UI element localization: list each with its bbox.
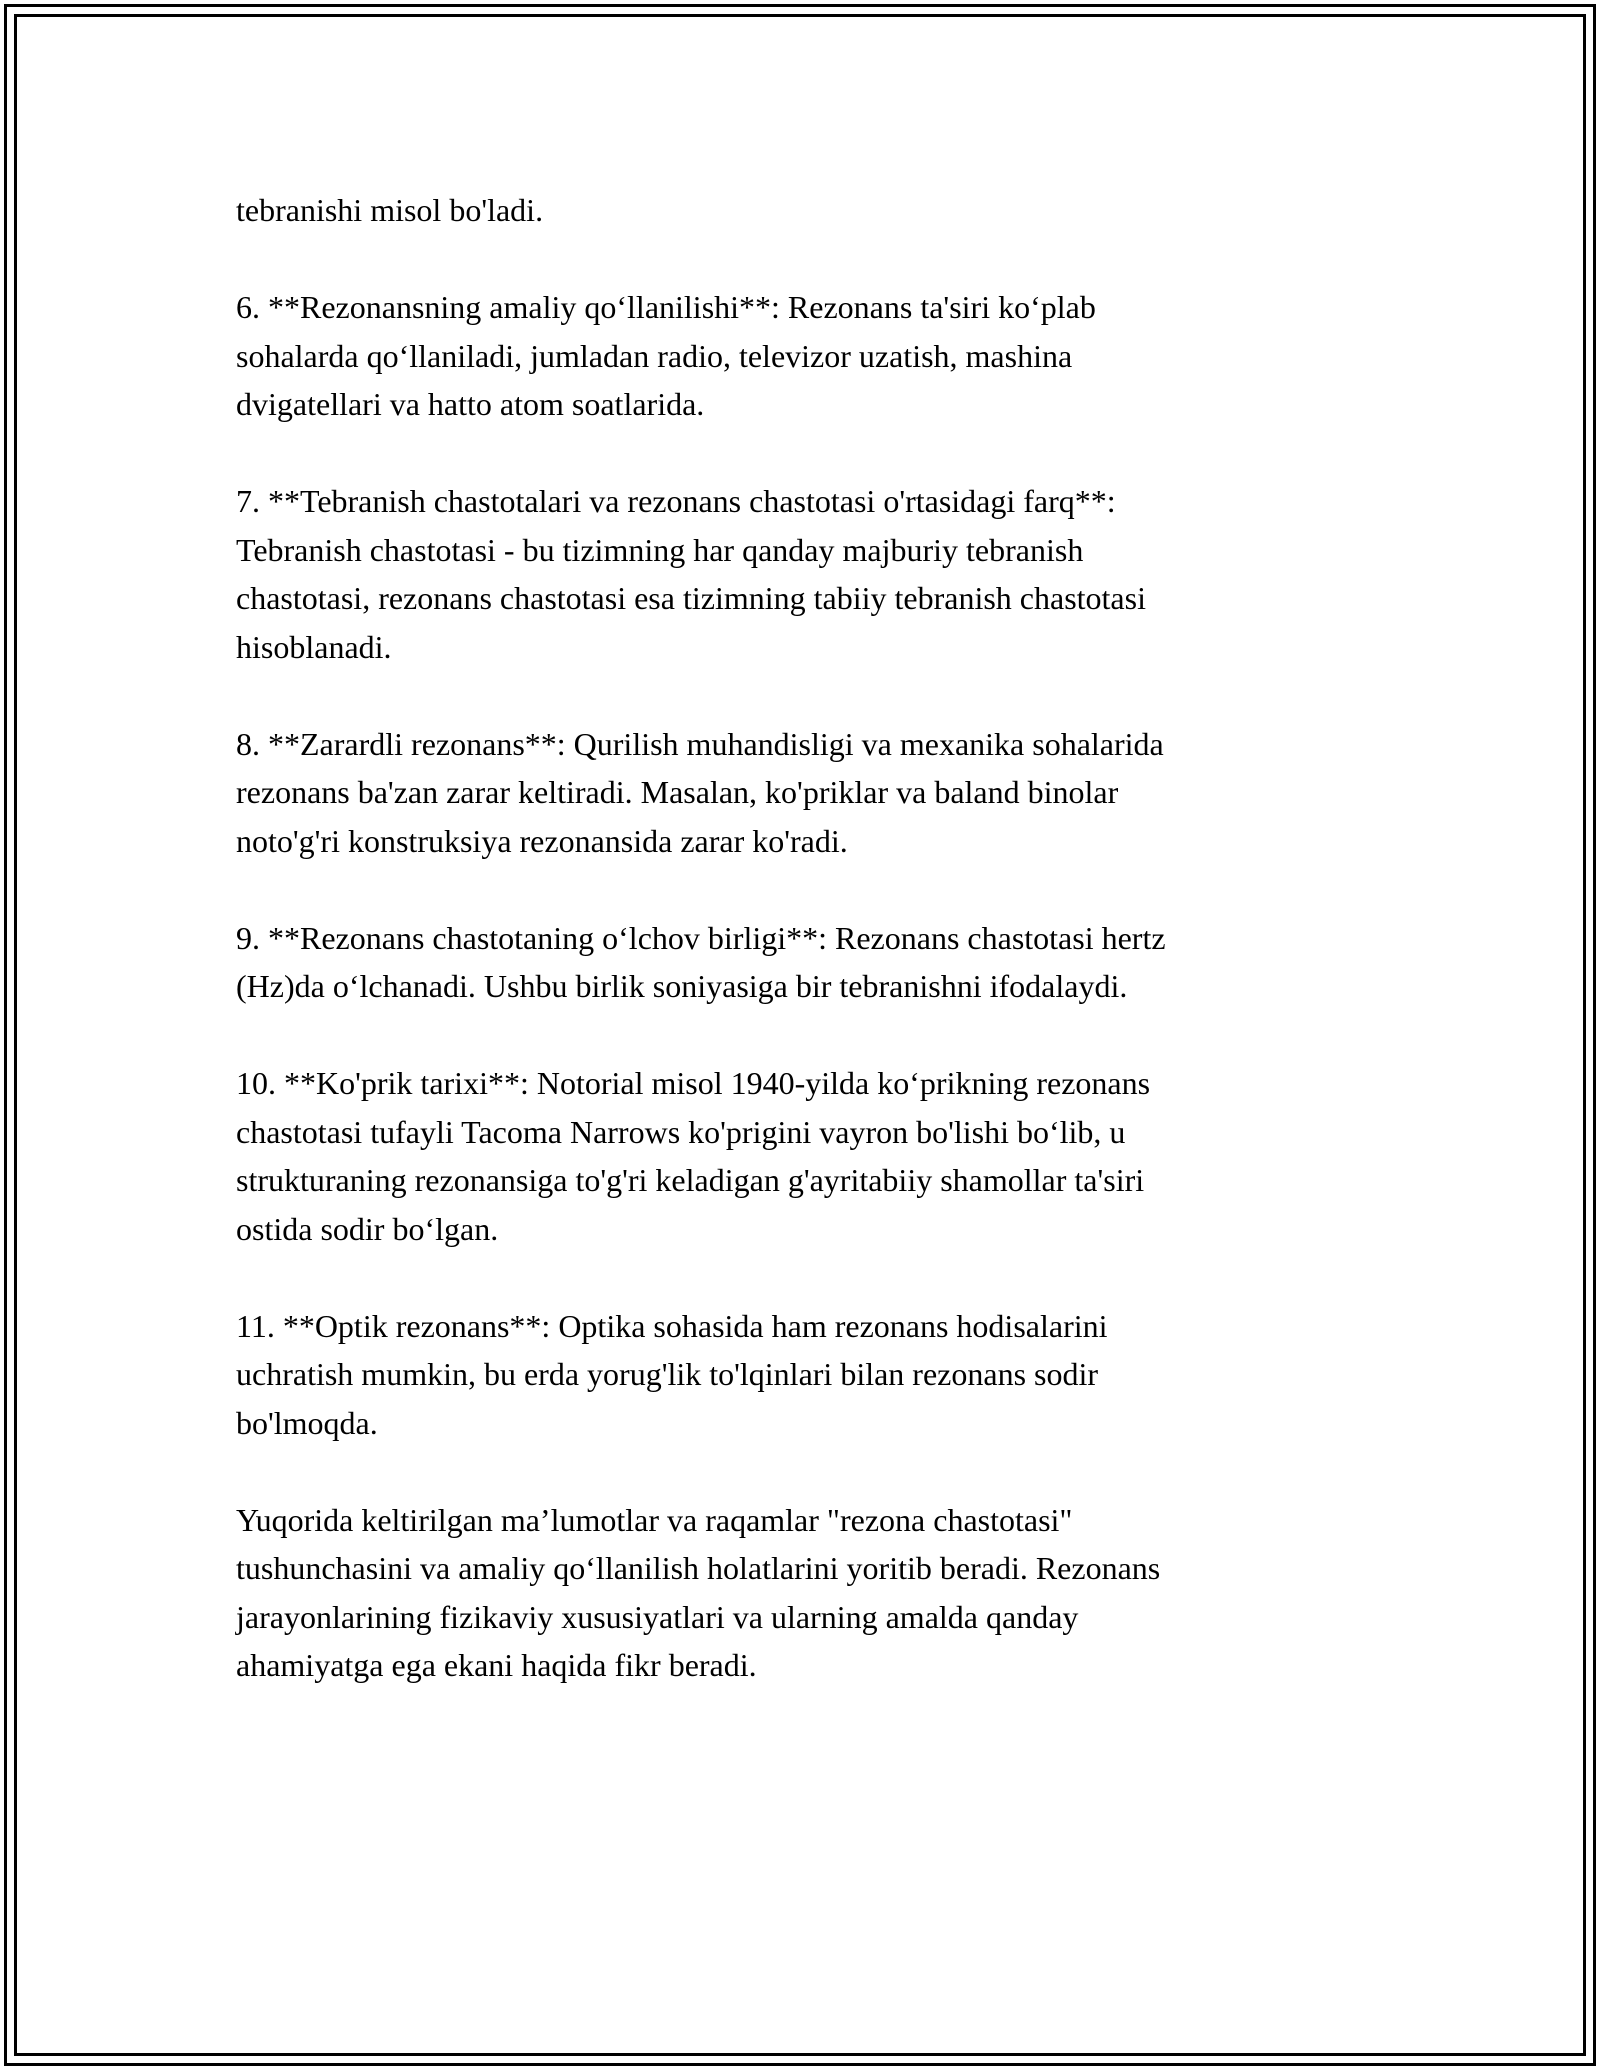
- paragraph-item-8: 8. **Zarardli rezonans**: Qurilish muhandisligi va mexanika sohalarida rezonans ba'zan zarar keltiradi. Masalan, ko'priklar va baland binolar noto'g'ri konstruksiya rezonansida zarar ko'radi.: [236, 725, 1164, 859]
- paragraph-item-9: 9. **Rezonans chastotaning o‘lchov birligi**: Rezonans chastotasi hertz (Hz)da o‘lchanadi. Ushbu birlik soniyasiga bir tebranishni ifodalaydi.: [236, 919, 1166, 1004]
- paragraph-item-6: 6. **Rezonansning amaliy qo‘llanilishi**: Rezonans ta'siri ko‘plab sohalarda qo‘llaniladi, jumladan radio, televizor uzatish, mashina dvigatellari va hatto atom soatlarida.: [236, 289, 1096, 422]
- paragraph-item-7: 7. **Tebranish chastotalari va rezonans chastotasi o'rtasidagi farq**: Tebranish chastotasi - bu tizimning har qanday majburiy tebranish chastotasi, rezonans chastotasi esa tizimning tabiiy tebranish chastotasi hisoblanadi.: [236, 483, 1146, 665]
- paragraph-conclusion: Yuqorida keltirilgan ma’lumotlar va raqamlar "rezona chastotasi" tushunchasini va amaliy qo‘llanilish holatlarini yoritib beradi. Rezonans jarayonlarining fizikaviy xususiyatlari va ularning amalda qanday ahamiyatga ega ekani haqida fikr beradi.: [236, 1501, 1161, 1683]
- document-body: [236, 186, 1346, 1738]
- paragraph-item-11: 11. **Optik rezonans**: Optika sohasida ham rezonans hodisalarini uchratish mumkin, bu erda yorug'lik to'lqinlari bilan rezonans sodir bo'lmoqda.: [236, 1307, 1108, 1441]
- paragraph-continuation: tebranishi misol bo'ladi.: [236, 192, 544, 228]
- paragraph-item-10: 10. **Ko'prik tarixi**: Notorial misol 1940-yilda ko‘prikning rezonans chastotasi tufayli Tacoma Narrows ko'prigini vayron bo'lishi bo‘lib, u strukturaning rezonansiga to'g'ri keladigan g'ayritabiiy shamollar ta'siri ostida sodir bo‘lgan.: [236, 1065, 1151, 1247]
